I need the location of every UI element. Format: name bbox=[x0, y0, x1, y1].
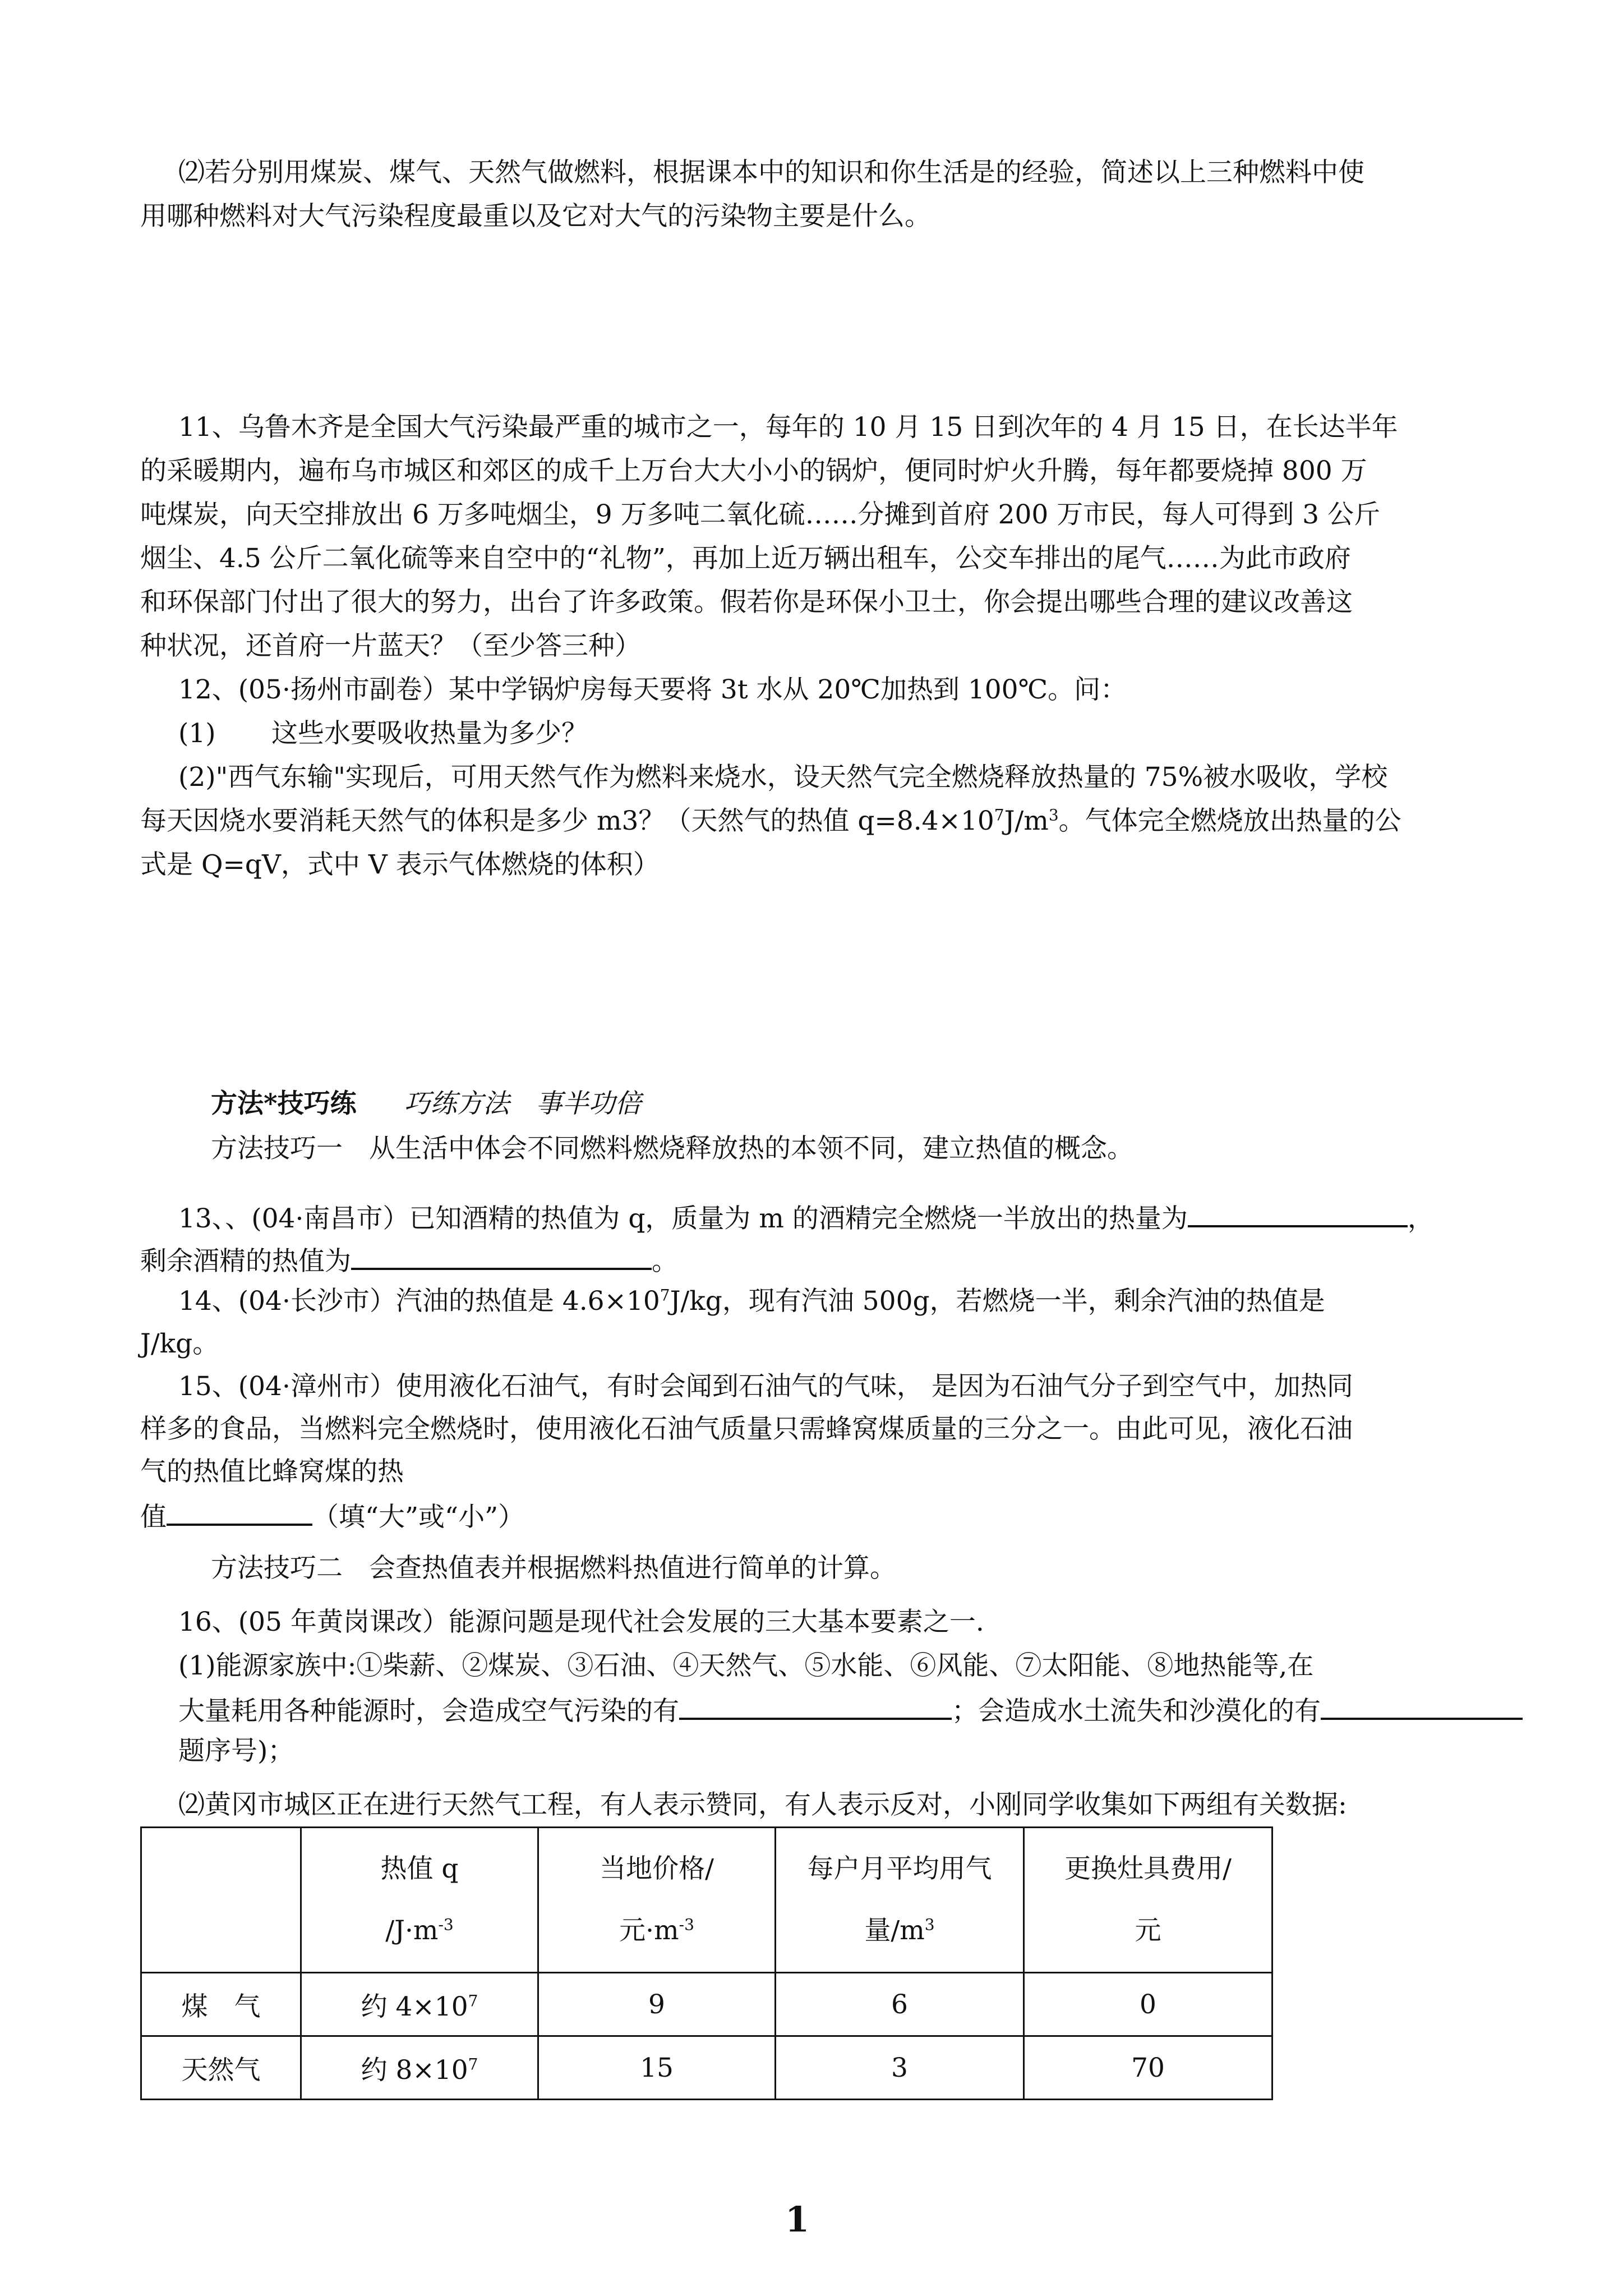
q10-part2-line1: ⑵若分别用煤炭、煤气、天然气做燃料，根据课本中的知识和你生活是的经验，简述以上三种燃料中使 bbox=[178, 157, 1364, 188]
table-cell: 3 bbox=[776, 2036, 1024, 2100]
heat-value-table bbox=[140, 1826, 1273, 2100]
q11-line5: 和环保部门付出了很大的努力，出台了许多政策。假若你是环保小卫士，你会提出哪些合理的建议改善这 bbox=[140, 587, 1353, 618]
q13-line2: 剩余酒精的热值为 。 bbox=[140, 1242, 678, 1278]
q15-line4: 值 （填“大”或“小”） bbox=[140, 1498, 524, 1534]
q15-line1: 15、(04·漳州市）使用液化石油气，有时会闻到石油气的气味， 是因为石油气分子到空气中，加热同 bbox=[178, 1371, 1353, 1402]
q11-line6: 种状况，还首府一片蓝天？（至少答三种） bbox=[140, 631, 641, 661]
q16-part1-line2: 大量耗用各种能源时，会造成空气污染的有 ；会造成水土流失和沙漠化的有 bbox=[178, 1692, 1523, 1728]
section-subtitle: 巧练方法 事半功倍 bbox=[404, 1088, 642, 1119]
table-header-cell: 更换灶具费用/ 元 bbox=[1024, 1828, 1272, 1973]
table-header-row bbox=[141, 1828, 1272, 1973]
table-cell: 6 bbox=[776, 1973, 1024, 2036]
q11-line1: 11、乌鲁木齐是全国大气污染最严重的城市之一，每年的 10 月 15 日到次年的 4 月 15 日，在长达半年 bbox=[178, 412, 1398, 443]
table-cell: 煤 气 bbox=[141, 1973, 301, 2036]
table-cell: 15 bbox=[538, 2036, 776, 2100]
table-cell: 约 $8\times 10^7$ bbox=[301, 2036, 538, 2100]
q15-blank[interactable] bbox=[167, 1498, 312, 1526]
q10-part2-line2: 用哪种燃料对大气污染程度最重以及它对大气的污染物主要是什么。 bbox=[140, 201, 931, 232]
table-header-cell: 热值 q $/J\cdot m^{-3}$ bbox=[301, 1828, 538, 1973]
q16-part2: ⑵黄冈市城区正在进行天然气工程，有人表示赞同，有人表示反对，小刚同学收集如下两组有关数据: bbox=[178, 1789, 1347, 1820]
section-heading bbox=[211, 1087, 642, 1121]
table-row bbox=[141, 1973, 1272, 2036]
q11-line4: 烟尘、4.5 公斤二氧化硫等来自空中的“礼物”，再加上近万辆出租车，公交车排出的尾气……为此市政府 bbox=[140, 543, 1351, 574]
q14-line1: 14、(04·长沙市）汽油的热值是 $4.6\times 10^7J/kg$，现有汽油 500g，若燃烧一半，剩余汽油的热值是 bbox=[178, 1286, 1325, 1317]
q11-line3: 吨煤炭，向天空排放出 6 万多吨烟尘，9 万多吨二氧化硫……分摊到首府 200 万市民，每人可得到 3 公斤 bbox=[140, 499, 1380, 530]
table-cell: 9 bbox=[538, 1973, 776, 2036]
skill-two: 方法技巧二 会查热值表并根据燃料热值进行简单的计算。 bbox=[211, 1553, 896, 1584]
q11-line2: 的采暖期内，遍布乌市城区和郊区的成千上万台大大小小的锅炉，便同时炉火升腾，每年都要烧掉 800 万 bbox=[140, 455, 1367, 486]
q12-line1: 12、(05·扬州市副卷）某中学锅炉房每天要将 3t 水从 20℃加热到 100℃。问： bbox=[178, 674, 1127, 705]
table-header-cell: 每户月平均用气 量$/m^3$ bbox=[776, 1828, 1024, 1973]
q15-line3: 气的热值比蜂窝煤的热 bbox=[140, 1456, 404, 1487]
q12-part1-text: 这些水要吸收热量为多少？ bbox=[271, 718, 588, 749]
table-cell: 0 bbox=[1024, 1973, 1272, 2036]
section-title: 方法*技巧练 bbox=[211, 1088, 357, 1119]
q13-line1: 13、、(04·南昌市）已知酒精的热值为 q，质量为 m 的酒精完全燃烧一半放出的热量为 ， bbox=[178, 1199, 1434, 1236]
q13-blank-heat[interactable] bbox=[1188, 1199, 1408, 1227]
q16-blank-air-pollution[interactable] bbox=[679, 1692, 952, 1720]
table-cell: 天然气 bbox=[141, 2036, 301, 2100]
table-cell: 70 bbox=[1024, 2036, 1272, 2100]
table-header-cell: 当地价格/ 元$\cdot m^{-3}$ bbox=[538, 1828, 776, 1973]
q12-part2-line2: 每天因烧水要消耗天然气的体积是多少 m3？（天然气的热值 $q=8.4\times 10^7J/m^3$。气体完全燃烧放出热量的公 bbox=[140, 806, 1401, 836]
q16-part1-line1: (1)能源家族中:①柴薪、②煤炭、③石油、④天然气、⑤水能、⑥风能、⑦太阳能、⑧地热能等,在 bbox=[178, 1650, 1314, 1681]
table-header-cell bbox=[141, 1828, 301, 1973]
q13-blank-heat-value[interactable] bbox=[351, 1242, 652, 1270]
table-cell: 约 $4\times 10^7$ bbox=[301, 1973, 538, 2036]
q16-line1: 16、(05 年黄岗课改）能源问题是现代社会发展的三大基本要素之一. bbox=[178, 1607, 984, 1637]
q16-blank-soil-erosion[interactable] bbox=[1321, 1692, 1523, 1720]
skill-one: 方法技巧一 从生活中体会不同燃料燃烧释放热的本领不同，建立热值的概念。 bbox=[211, 1133, 1133, 1164]
q15-line2: 样多的食品，当燃料完全燃烧时，使用液化石油气质量只需蜂窝煤质量的三分之一。由此可见，液化石油 bbox=[140, 1414, 1353, 1444]
table-row bbox=[141, 2036, 1272, 2100]
q12-part2-line3: 式是 Q=qV，式中 V 表示气体燃烧的体积） bbox=[140, 849, 660, 880]
q14-line2: J/kg。 bbox=[140, 1328, 219, 1359]
page-number: 1 bbox=[785, 2199, 810, 2240]
q12-part1-number: (1) bbox=[178, 718, 216, 749]
q12-part2-line1: (2)"西气东输"实现后，可用天然气作为燃料来烧水，设天然气完全燃烧释放热量的 75%被水吸收，学校 bbox=[178, 762, 1388, 793]
q16-part1-line3: 题序号)； bbox=[178, 1736, 294, 1766]
